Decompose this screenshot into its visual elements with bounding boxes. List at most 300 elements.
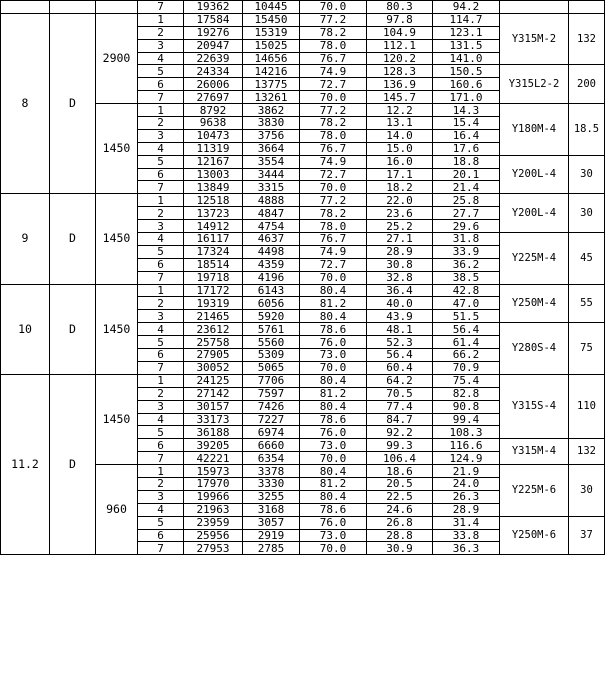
- efficiency-cell: 81.2: [300, 297, 367, 310]
- total-pressure-cell: 3862: [243, 104, 300, 117]
- motor-power-required-cell: 33.8: [433, 529, 500, 542]
- shaft-power-cell: 56.4: [367, 349, 433, 362]
- motor-power-required-cell: 114.7: [433, 13, 500, 26]
- flow-rate-cell: 39205: [184, 439, 243, 452]
- point-no-cell: 6: [138, 439, 184, 452]
- total-pressure-cell: 4637: [243, 233, 300, 246]
- total-pressure-cell: 4359: [243, 258, 300, 271]
- total-pressure-cell: 4196: [243, 271, 300, 284]
- motor-power-cell: 30: [569, 155, 605, 194]
- total-pressure-cell: 6974: [243, 426, 300, 439]
- shaft-power-cell: 27.1: [367, 233, 433, 246]
- point-no-cell: 7: [138, 542, 184, 555]
- point-no-cell: 3: [138, 129, 184, 142]
- shaft-power-cell: 92.2: [367, 426, 433, 439]
- point-no-cell: 3: [138, 400, 184, 413]
- motor-model-cell: Y315L2-2: [500, 65, 569, 104]
- motor-power-required-cell: 31.8: [433, 233, 500, 246]
- shaft-power-cell: 30.9: [367, 542, 433, 555]
- motor-power-required-cell: 47.0: [433, 297, 500, 310]
- efficiency-cell: 70.0: [300, 181, 367, 194]
- motor-power-required-cell: 24.0: [433, 477, 500, 490]
- point-no-cell: 7: [138, 452, 184, 465]
- efficiency-cell: 70.0: [300, 452, 367, 465]
- drive-type-cell: D: [50, 284, 96, 374]
- motor-power-cell: 37: [569, 516, 605, 555]
- motor-power-required-cell: 25.8: [433, 194, 500, 207]
- total-pressure-cell: 5920: [243, 310, 300, 323]
- flow-rate-cell: 20947: [184, 39, 243, 52]
- motor-power-cell: 45: [569, 233, 605, 285]
- speed-cell: 2900: [96, 13, 138, 103]
- total-pressure-cell: 15319: [243, 26, 300, 39]
- total-pressure-cell: 3444: [243, 168, 300, 181]
- flow-rate-cell: 26006: [184, 78, 243, 91]
- motor-model-cell: Y315S-4: [500, 374, 569, 438]
- motor-power-cell: 132: [569, 13, 605, 65]
- point-no-cell: 2: [138, 297, 184, 310]
- flow-rate-cell: 21963: [184, 503, 243, 516]
- shaft-power-cell: 15.0: [367, 142, 433, 155]
- motor-power-required-cell: 17.6: [433, 142, 500, 155]
- fan-size-cell: 11.2: [1, 374, 50, 554]
- motor-model-cell: Y250M-4: [500, 284, 569, 323]
- drive-type-cell: D: [50, 194, 96, 284]
- point-no-cell: 4: [138, 503, 184, 516]
- total-pressure-cell: 7227: [243, 413, 300, 426]
- motor-power-required-cell: 36.3: [433, 542, 500, 555]
- motor-power-cell: 132: [569, 439, 605, 465]
- motor-power-cell: 75: [569, 323, 605, 375]
- efficiency-cell: 72.7: [300, 258, 367, 271]
- point-no-cell: 4: [138, 142, 184, 155]
- flow-rate-cell: 17324: [184, 245, 243, 258]
- motor-power-required-cell: 56.4: [433, 323, 500, 336]
- total-pressure-cell: 5309: [243, 349, 300, 362]
- motor-power-cell: 55: [569, 284, 605, 323]
- shaft-power-cell: 84.7: [367, 413, 433, 426]
- motor-power-required-cell: 124.9: [433, 452, 500, 465]
- efficiency-cell: 73.0: [300, 349, 367, 362]
- total-pressure-cell: 14656: [243, 52, 300, 65]
- point-no-cell: 2: [138, 387, 184, 400]
- total-pressure-cell: 3756: [243, 129, 300, 142]
- motor-power-required-cell: 18.8: [433, 155, 500, 168]
- efficiency-cell: 76.7: [300, 233, 367, 246]
- motor-model-cell: Y225M-4: [500, 233, 569, 285]
- flow-rate-cell: 24125: [184, 374, 243, 387]
- flow-rate-cell: 21465: [184, 310, 243, 323]
- total-pressure-cell: 7706: [243, 374, 300, 387]
- total-pressure-cell: 5065: [243, 361, 300, 374]
- efficiency-cell: 78.0: [300, 129, 367, 142]
- shaft-power-cell: 70.5: [367, 387, 433, 400]
- efficiency-cell: 81.2: [300, 477, 367, 490]
- shaft-power-cell: 25.2: [367, 220, 433, 233]
- total-pressure-cell: 3330: [243, 477, 300, 490]
- efficiency-cell: 70.0: [300, 542, 367, 555]
- point-no-cell: 1: [138, 374, 184, 387]
- flow-rate-cell: 10473: [184, 129, 243, 142]
- total-pressure-cell: 13775: [243, 78, 300, 91]
- total-pressure-cell: 3664: [243, 142, 300, 155]
- motor-power-required-cell: 131.5: [433, 39, 500, 52]
- point-no-cell: 6: [138, 258, 184, 271]
- total-pressure-cell: 2919: [243, 529, 300, 542]
- point-no-cell: 7: [138, 91, 184, 104]
- point-no-cell: 6: [138, 349, 184, 362]
- point-no-cell: 2: [138, 26, 184, 39]
- shaft-power-cell: 12.2: [367, 104, 433, 117]
- shaft-power-cell: 145.7: [367, 91, 433, 104]
- efficiency-cell: 78.2: [300, 207, 367, 220]
- point-no-cell: 1: [138, 465, 184, 478]
- flow-rate-cell: 18514: [184, 258, 243, 271]
- table-row: [1, 1, 605, 14]
- flow-rate-cell: 19718: [184, 271, 243, 284]
- shaft-power-cell: 64.2: [367, 374, 433, 387]
- flow-rate-cell: 25758: [184, 336, 243, 349]
- total-pressure-cell: 3830: [243, 117, 300, 130]
- efficiency-cell: 80.4: [300, 490, 367, 503]
- efficiency-cell: 73.0: [300, 439, 367, 452]
- flow-rate-cell: 19276: [184, 26, 243, 39]
- point-no-cell: 2: [138, 477, 184, 490]
- motor-power-required-cell: 42.8: [433, 284, 500, 297]
- point-no-cell: 5: [138, 155, 184, 168]
- fan-size-cell: 10: [1, 284, 50, 374]
- speed-cell: [96, 1, 138, 14]
- shaft-power-cell: 112.1: [367, 39, 433, 52]
- motor-model-cell: Y250M-6: [500, 516, 569, 555]
- motor-power-required-cell: 26.3: [433, 490, 500, 503]
- efficiency-cell: 77.2: [300, 194, 367, 207]
- speed-cell: 960: [96, 465, 138, 555]
- motor-power-required-cell: 61.4: [433, 336, 500, 349]
- shaft-power-cell: 14.0: [367, 129, 433, 142]
- motor-power-required-cell: 33.9: [433, 245, 500, 258]
- flow-rate-cell: 12518: [184, 194, 243, 207]
- point-no-cell: 6: [138, 168, 184, 181]
- shaft-power-cell: 23.6: [367, 207, 433, 220]
- motor-power-cell: 200: [569, 65, 605, 104]
- efficiency-cell: 72.7: [300, 168, 367, 181]
- motor-power-required-cell: 116.6: [433, 439, 500, 452]
- shaft-power-cell: 80.3: [367, 1, 433, 14]
- flow-rate-cell: 42221: [184, 452, 243, 465]
- efficiency-cell: 80.4: [300, 374, 367, 387]
- point-no-cell: 7: [138, 361, 184, 374]
- efficiency-cell: 76.7: [300, 52, 367, 65]
- motor-model-cell: Y315M-4: [500, 439, 569, 465]
- flow-rate-cell: 27905: [184, 349, 243, 362]
- total-pressure-cell: 6056: [243, 297, 300, 310]
- fan-size-cell: [1, 1, 50, 14]
- motor-model-cell: Y180M-4: [500, 104, 569, 156]
- motor-power-required-cell: 150.5: [433, 65, 500, 78]
- efficiency-cell: 76.0: [300, 516, 367, 529]
- point-no-cell: 1: [138, 13, 184, 26]
- shaft-power-cell: 40.0: [367, 297, 433, 310]
- point-no-cell: 2: [138, 207, 184, 220]
- speed-cell: 1450: [96, 194, 138, 284]
- efficiency-cell: 77.2: [300, 104, 367, 117]
- motor-power-required-cell: 16.4: [433, 129, 500, 142]
- total-pressure-cell: 3554: [243, 155, 300, 168]
- flow-rate-cell: 27953: [184, 542, 243, 555]
- efficiency-cell: 70.0: [300, 91, 367, 104]
- shaft-power-cell: 77.4: [367, 400, 433, 413]
- fan-size-cell: 8: [1, 13, 50, 193]
- total-pressure-cell: 4754: [243, 220, 300, 233]
- motor-power-required-cell: 99.4: [433, 413, 500, 426]
- flow-rate-cell: 33173: [184, 413, 243, 426]
- efficiency-cell: 77.2: [300, 13, 367, 26]
- motor-power-required-cell: 108.3: [433, 426, 500, 439]
- shaft-power-cell: 43.9: [367, 310, 433, 323]
- efficiency-cell: 73.0: [300, 529, 367, 542]
- point-no-cell: 3: [138, 220, 184, 233]
- flow-rate-cell: 13723: [184, 207, 243, 220]
- total-pressure-cell: 7597: [243, 387, 300, 400]
- shaft-power-cell: 128.3: [367, 65, 433, 78]
- point-no-cell: 6: [138, 78, 184, 91]
- efficiency-cell: 70.0: [300, 271, 367, 284]
- total-pressure-cell: 4888: [243, 194, 300, 207]
- point-no-cell: 1: [138, 284, 184, 297]
- motor-power-required-cell: 15.4: [433, 117, 500, 130]
- point-no-cell: 3: [138, 490, 184, 503]
- point-no-cell: 7: [138, 271, 184, 284]
- efficiency-cell: 78.0: [300, 39, 367, 52]
- efficiency-cell: 70.0: [300, 1, 367, 14]
- shaft-power-cell: 99.3: [367, 439, 433, 452]
- efficiency-cell: 80.4: [300, 400, 367, 413]
- motor-power-required-cell: 21.9: [433, 465, 500, 478]
- point-no-cell: 5: [138, 65, 184, 78]
- point-no-cell: 4: [138, 52, 184, 65]
- total-pressure-cell: 13261: [243, 91, 300, 104]
- point-no-cell: 6: [138, 529, 184, 542]
- flow-rate-cell: 17172: [184, 284, 243, 297]
- motor-power-required-cell: 123.1: [433, 26, 500, 39]
- point-no-cell: 7: [138, 1, 184, 14]
- motor-power-cell: 30: [569, 465, 605, 517]
- shaft-power-cell: 104.9: [367, 26, 433, 39]
- shaft-power-cell: 22.5: [367, 490, 433, 503]
- total-pressure-cell: 2785: [243, 542, 300, 555]
- point-no-cell: 3: [138, 39, 184, 52]
- shaft-power-cell: 36.4: [367, 284, 433, 297]
- table-row: [1, 194, 605, 207]
- motor-power-cell: 110: [569, 374, 605, 438]
- shaft-power-cell: 20.5: [367, 477, 433, 490]
- point-no-cell: 5: [138, 516, 184, 529]
- speed-cell: 1450: [96, 104, 138, 194]
- motor-model-cell: Y280S-4: [500, 323, 569, 375]
- efficiency-cell: 78.2: [300, 117, 367, 130]
- total-pressure-cell: 15450: [243, 13, 300, 26]
- shaft-power-cell: 17.1: [367, 168, 433, 181]
- point-no-cell: 5: [138, 245, 184, 258]
- total-pressure-cell: 10445: [243, 1, 300, 14]
- motor-power-required-cell: 38.5: [433, 271, 500, 284]
- flow-rate-cell: 19319: [184, 297, 243, 310]
- shaft-power-cell: 24.6: [367, 503, 433, 516]
- shaft-power-cell: 16.0: [367, 155, 433, 168]
- efficiency-cell: 80.4: [300, 465, 367, 478]
- total-pressure-cell: 7426: [243, 400, 300, 413]
- motor-power-required-cell: 21.4: [433, 181, 500, 194]
- motor-power-cell: [569, 1, 605, 14]
- efficiency-cell: 78.6: [300, 503, 367, 516]
- efficiency-cell: 78.0: [300, 220, 367, 233]
- total-pressure-cell: 3255: [243, 490, 300, 503]
- shaft-power-cell: 28.9: [367, 245, 433, 258]
- motor-power-required-cell: 31.4: [433, 516, 500, 529]
- motor-power-required-cell: 66.2: [433, 349, 500, 362]
- table-row: [1, 374, 605, 387]
- shaft-power-cell: 30.8: [367, 258, 433, 271]
- shaft-power-cell: 22.0: [367, 194, 433, 207]
- motor-power-required-cell: 51.5: [433, 310, 500, 323]
- total-pressure-cell: 4847: [243, 207, 300, 220]
- flow-rate-cell: 11319: [184, 142, 243, 155]
- flow-rate-cell: 19362: [184, 1, 243, 14]
- point-no-cell: 4: [138, 233, 184, 246]
- total-pressure-cell: 15025: [243, 39, 300, 52]
- flow-rate-cell: 27142: [184, 387, 243, 400]
- flow-rate-cell: 12167: [184, 155, 243, 168]
- motor-power-required-cell: 20.1: [433, 168, 500, 181]
- motor-power-required-cell: 75.4: [433, 374, 500, 387]
- total-pressure-cell: 5761: [243, 323, 300, 336]
- shaft-power-cell: 13.1: [367, 117, 433, 130]
- motor-power-required-cell: 90.8: [433, 400, 500, 413]
- motor-power-cell: 30: [569, 194, 605, 233]
- flow-rate-cell: 14912: [184, 220, 243, 233]
- motor-model-cell: [500, 1, 569, 14]
- flow-rate-cell: 30157: [184, 400, 243, 413]
- shaft-power-cell: 18.6: [367, 465, 433, 478]
- point-no-cell: 7: [138, 181, 184, 194]
- total-pressure-cell: 3168: [243, 503, 300, 516]
- efficiency-cell: 74.9: [300, 65, 367, 78]
- flow-rate-cell: 17970: [184, 477, 243, 490]
- motor-power-required-cell: 14.3: [433, 104, 500, 117]
- efficiency-cell: 76.7: [300, 142, 367, 155]
- point-no-cell: 4: [138, 323, 184, 336]
- point-no-cell: 1: [138, 194, 184, 207]
- shaft-power-cell: 26.8: [367, 516, 433, 529]
- motor-power-required-cell: 29.6: [433, 220, 500, 233]
- efficiency-cell: 78.6: [300, 323, 367, 336]
- flow-rate-cell: 22639: [184, 52, 243, 65]
- efficiency-cell: 81.2: [300, 387, 367, 400]
- point-no-cell: 1: [138, 104, 184, 117]
- efficiency-cell: 72.7: [300, 78, 367, 91]
- efficiency-cell: 78.2: [300, 26, 367, 39]
- total-pressure-cell: 6354: [243, 452, 300, 465]
- shaft-power-cell: 18.2: [367, 181, 433, 194]
- point-no-cell: 3: [138, 310, 184, 323]
- efficiency-cell: 80.4: [300, 310, 367, 323]
- motor-model-cell: Y225M-6: [500, 465, 569, 517]
- flow-rate-cell: 9638: [184, 117, 243, 130]
- motor-power-required-cell: 36.2: [433, 258, 500, 271]
- flow-rate-cell: 36188: [184, 426, 243, 439]
- shaft-power-cell: 52.3: [367, 336, 433, 349]
- flow-rate-cell: 15973: [184, 465, 243, 478]
- flow-rate-cell: 27697: [184, 91, 243, 104]
- motor-power-required-cell: 82.8: [433, 387, 500, 400]
- total-pressure-cell: 3315: [243, 181, 300, 194]
- flow-rate-cell: 16117: [184, 233, 243, 246]
- point-no-cell: 5: [138, 426, 184, 439]
- motor-model-cell: Y200L-4: [500, 194, 569, 233]
- shaft-power-cell: 106.4: [367, 452, 433, 465]
- shaft-power-cell: 60.4: [367, 361, 433, 374]
- flow-rate-cell: 30052: [184, 361, 243, 374]
- motor-power-cell: 18.5: [569, 104, 605, 156]
- efficiency-cell: 78.6: [300, 413, 367, 426]
- efficiency-cell: 76.0: [300, 336, 367, 349]
- flow-rate-cell: 24334: [184, 65, 243, 78]
- drive-type-cell: D: [50, 13, 96, 193]
- motor-model-cell: Y200L-4: [500, 155, 569, 194]
- shaft-power-cell: 120.2: [367, 52, 433, 65]
- motor-model-cell: Y315M-2: [500, 13, 569, 65]
- motor-power-required-cell: 70.9: [433, 361, 500, 374]
- motor-power-required-cell: 141.0: [433, 52, 500, 65]
- total-pressure-cell: 4498: [243, 245, 300, 258]
- flow-rate-cell: 19966: [184, 490, 243, 503]
- efficiency-cell: 76.0: [300, 426, 367, 439]
- motor-power-required-cell: 94.2: [433, 1, 500, 14]
- total-pressure-cell: 5560: [243, 336, 300, 349]
- total-pressure-cell: 6660: [243, 439, 300, 452]
- efficiency-cell: 74.9: [300, 245, 367, 258]
- table-row: [1, 13, 605, 26]
- point-no-cell: 5: [138, 336, 184, 349]
- flow-rate-cell: 17584: [184, 13, 243, 26]
- speed-cell: 1450: [96, 374, 138, 464]
- shaft-power-cell: 48.1: [367, 323, 433, 336]
- shaft-power-cell: 136.9: [367, 78, 433, 91]
- total-pressure-cell: 6143: [243, 284, 300, 297]
- point-no-cell: 2: [138, 117, 184, 130]
- total-pressure-cell: 3057: [243, 516, 300, 529]
- flow-rate-cell: 23959: [184, 516, 243, 529]
- drive-type-cell: D: [50, 374, 96, 554]
- shaft-power-cell: 28.8: [367, 529, 433, 542]
- drive-type-cell: [50, 1, 96, 14]
- flow-rate-cell: 13003: [184, 168, 243, 181]
- motor-power-required-cell: 27.7: [433, 207, 500, 220]
- efficiency-cell: 74.9: [300, 155, 367, 168]
- shaft-power-cell: 32.8: [367, 271, 433, 284]
- flow-rate-cell: 8792: [184, 104, 243, 117]
- efficiency-cell: 80.4: [300, 284, 367, 297]
- flow-rate-cell: 13849: [184, 181, 243, 194]
- motor-power-required-cell: 28.9: [433, 503, 500, 516]
- efficiency-cell: 70.0: [300, 361, 367, 374]
- total-pressure-cell: 3378: [243, 465, 300, 478]
- table-row: [1, 284, 605, 297]
- shaft-power-cell: 97.8: [367, 13, 433, 26]
- total-pressure-cell: 14216: [243, 65, 300, 78]
- flow-rate-cell: 25956: [184, 529, 243, 542]
